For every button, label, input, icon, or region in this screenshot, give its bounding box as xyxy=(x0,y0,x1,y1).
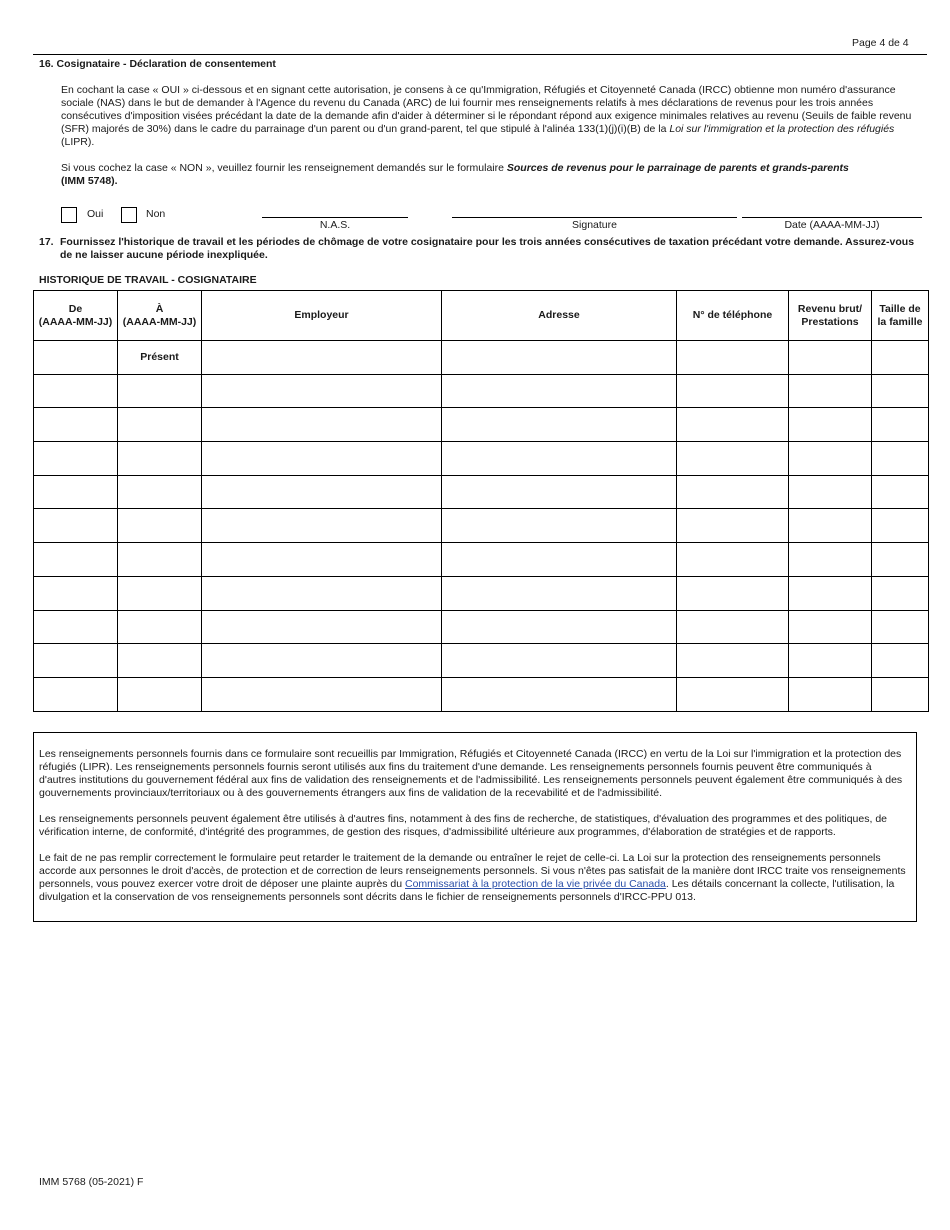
cell-phone[interactable] xyxy=(677,408,789,442)
cell-phone[interactable] xyxy=(677,509,789,543)
cell-from[interactable] xyxy=(34,509,118,543)
cell-income[interactable] xyxy=(789,576,872,610)
cell-income[interactable] xyxy=(789,644,872,678)
no-label: Non xyxy=(146,208,166,220)
cell-family-size[interactable] xyxy=(872,475,929,509)
cell-address[interactable] xyxy=(442,576,677,610)
section17-number: 17. xyxy=(39,236,54,248)
cell-address[interactable] xyxy=(442,475,677,509)
cell-employer[interactable] xyxy=(202,408,442,442)
table-row xyxy=(34,341,929,375)
income-sources-form-name: Sources de revenus pour le parrainage de parents et grands-parents xyxy=(506,162,849,174)
table-row xyxy=(34,610,929,644)
cell-to[interactable] xyxy=(118,509,202,543)
cell-employer[interactable] xyxy=(202,509,442,543)
cell-to[interactable] xyxy=(118,475,202,509)
work-history-title: HISTORIQUE DE TRAVAIL - COSIGNATAIRE xyxy=(39,274,257,286)
cell-to[interactable] xyxy=(118,576,202,610)
cell-phone[interactable] xyxy=(677,475,789,509)
cell-address[interactable] xyxy=(442,408,677,442)
cell-family-size[interactable] xyxy=(872,576,929,610)
cell-employer[interactable] xyxy=(202,610,442,644)
table-row xyxy=(34,644,929,678)
cell-to-present: Présent xyxy=(118,341,202,375)
cell-address[interactable] xyxy=(442,677,677,711)
date-caption: Date (AAAA-MM-JJ) xyxy=(784,219,880,231)
cell-phone[interactable] xyxy=(677,442,789,476)
consent-law-name: Loi sur l'immigration et la protection des réfugiés xyxy=(669,123,895,135)
cell-family-size[interactable] xyxy=(872,644,929,678)
cell-employer[interactable] xyxy=(202,341,442,375)
section16-title: 16. Cosignataire - Déclaration de consentement xyxy=(39,58,276,70)
cell-income[interactable] xyxy=(789,677,872,711)
table-row xyxy=(34,442,929,476)
cell-from[interactable] xyxy=(34,408,118,442)
table-row xyxy=(34,374,929,408)
privacy-paragraph-2: Les renseignements personnels peuvent également être utilisés à d'autres fins, notamment à des fins de recherche, de statistiques, d'évaluation des programmes et des politiques, de vérification interne, de conformité, d'intégrité des programmes, de gestion des risques, d'admissibilité ultérieure aux programmes, d'élaboration de stratégies et de rapports. xyxy=(39,813,887,838)
cell-address[interactable] xyxy=(442,644,677,678)
cell-to[interactable] xyxy=(118,374,202,408)
cell-employer[interactable] xyxy=(202,644,442,678)
cell-from[interactable] xyxy=(34,374,118,408)
cell-family-size[interactable] xyxy=(872,677,929,711)
top-rule xyxy=(33,54,927,55)
table-row xyxy=(34,408,929,442)
privacy-notice xyxy=(33,732,917,922)
cell-address[interactable] xyxy=(442,442,677,476)
cell-employer[interactable] xyxy=(202,576,442,610)
col-from: De (AAAA-MM-JJ) xyxy=(34,291,118,341)
cell-income[interactable] xyxy=(789,475,872,509)
cell-employer[interactable] xyxy=(202,475,442,509)
table-row xyxy=(34,543,929,577)
cell-employer[interactable] xyxy=(202,677,442,711)
cell-from[interactable] xyxy=(34,677,118,711)
cell-address[interactable] xyxy=(442,341,677,375)
cell-family-size[interactable] xyxy=(872,408,929,442)
cell-family-size[interactable] xyxy=(872,610,929,644)
page-number: Page 4 de 4 xyxy=(852,37,909,49)
col-address: Adresse xyxy=(442,291,677,341)
consent-text-a: En cochant la case « OUI » ci-dessous et en signant cette autorisation, je consens à ce qu'Immigration, Réfugiés et Citoyenneté Canada (IRCC) obtienne mon numéro d'assurance sociale (NAS) dans le but de demander à l'Agence du revenu du Canada (ARC) de lui fournir mes renseignements relatifs à mes déclarations de revenus pour les trois années consécutives d'imposition visées précédant la date de la demande afin d'aider à déterminer si le répondant répond aux exigence minimales relatives au revenu (Seuils de faible revenu (SFR) majorés de 30%) dans le cadre du parrainage d'un parent ou d'un grand-parent, tel que stipulé à l'alinéa 133(1)(j)(i)(B) de la xyxy=(61,84,912,135)
privacy-text-b: . Les détails concernant la collecte, l'utilisation, la divulgation et la conservation de vos renseignements personnels sont décrits dans le fichier de renseignements personnels d'IRCC-PPU 013. xyxy=(39,878,895,903)
col-family-size: Taille de la famille xyxy=(872,291,929,341)
cell-employer[interactable] xyxy=(202,543,442,577)
cell-phone[interactable] xyxy=(677,543,789,577)
form-id: IMM 5768 (05-2021) F xyxy=(39,1176,144,1188)
cell-from[interactable] xyxy=(34,576,118,610)
work-history-table xyxy=(33,290,929,712)
cell-to[interactable] xyxy=(118,677,202,711)
col-to: À (AAAA-MM-JJ) xyxy=(118,291,202,341)
cell-to[interactable] xyxy=(118,442,202,476)
cell-to[interactable] xyxy=(118,644,202,678)
privacy-commissioner-link[interactable]: Commissariat à la protection de la vie privée du Canada xyxy=(404,878,666,890)
yes-checkbox[interactable] xyxy=(61,207,77,223)
consent-text-b: (LIPR). xyxy=(61,136,95,148)
cell-family-size[interactable] xyxy=(872,543,929,577)
cell-from[interactable] xyxy=(34,475,118,509)
cell-phone[interactable] xyxy=(677,677,789,711)
cell-address[interactable] xyxy=(442,509,677,543)
cell-address[interactable] xyxy=(442,610,677,644)
privacy-paragraph-3 xyxy=(39,852,910,904)
non-instruction-paragraph xyxy=(61,162,923,188)
cell-income[interactable] xyxy=(789,509,872,543)
cell-address[interactable] xyxy=(442,374,677,408)
consent-paragraph xyxy=(61,84,923,149)
col-income: Revenu brut/ Prestations xyxy=(789,291,872,341)
cell-family-size[interactable] xyxy=(872,442,929,476)
col-phone: N° de téléphone xyxy=(677,291,789,341)
cell-to[interactable] xyxy=(118,610,202,644)
section17-text: Fournissez l'historique de travail et les périodes de chômage de votre cosignataire pour les trois années consécutives de taxation précédant votre demande. Assurez-vous de ne laisser aucune période inexpliquée. xyxy=(60,236,915,261)
cell-from[interactable] xyxy=(34,644,118,678)
cell-from[interactable] xyxy=(34,610,118,644)
cell-income[interactable] xyxy=(789,442,872,476)
privacy-text-a: Le fait de ne pas remplir correctement le formulaire peut retarder le traitement de la demande ou entraîner le rejet de celle-ci. La Loi sur la protection des renseignements personnels accorde aux personnes le droit d'accès, de protection et de correction de leurs renseignements personnels. Si vous n'êtes pas satisfait de la manière dont IRCC traite vos renseignements personnels, vous pouvez exercer votre droit de déposer une plainte auprès du xyxy=(39,852,906,890)
table-header-row xyxy=(34,291,929,341)
yes-label: Oui xyxy=(87,208,104,220)
date-field[interactable] xyxy=(742,217,922,218)
cell-family-size[interactable] xyxy=(872,509,929,543)
cell-address[interactable] xyxy=(442,543,677,577)
cell-income[interactable] xyxy=(789,374,872,408)
table-row xyxy=(34,677,929,711)
cell-phone[interactable] xyxy=(677,610,789,644)
table-row xyxy=(34,475,929,509)
col-employer: Employeur xyxy=(202,291,442,341)
cell-income[interactable] xyxy=(789,341,872,375)
cell-from[interactable] xyxy=(34,442,118,476)
no-checkbox[interactable] xyxy=(121,207,137,223)
cell-income[interactable] xyxy=(789,543,872,577)
sin-field[interactable] xyxy=(262,217,408,218)
cell-to[interactable] xyxy=(118,408,202,442)
cell-from[interactable] xyxy=(34,341,118,375)
income-sources-form-code: (IMM 5748). xyxy=(61,175,118,187)
signature-field[interactable] xyxy=(452,217,737,218)
privacy-paragraph-1: Les renseignements personnels fournis dans ce formulaire sont recueillis par Immigration, Réfugiés et Citoyenneté Canada (IRCC) en vertu de la Loi sur l'immigration et la protection des réfugiés (LIPR). Les renseignements personnels fournis seront utilisés aux fins du traitement d'une demande. Les renseignements personnels fournis peuvent être communiqués à d'autres institutions du gouvernement fédéral aux fins de validation des renseignements et de l'admissibilité. Les renseignements personnels peuvent également être communiqués à des gouvernements provinciaux/territoriaux ou à des gouvernements étrangers aux fins de validation de la recevabilité et de l'admissibilité. xyxy=(39,748,903,799)
cell-phone[interactable] xyxy=(677,576,789,610)
non-instruction-text: Si vous cochez la case « NON », veuillez fournir les renseignement demandés sur le formulaire xyxy=(61,162,507,174)
table-row xyxy=(34,509,929,543)
table-row xyxy=(34,576,929,610)
cell-employer[interactable] xyxy=(202,442,442,476)
cell-phone[interactable] xyxy=(677,341,789,375)
cell-family-size[interactable] xyxy=(872,341,929,375)
cell-employer[interactable] xyxy=(202,374,442,408)
cell-family-size[interactable] xyxy=(872,374,929,408)
cell-income[interactable] xyxy=(789,408,872,442)
cell-phone[interactable] xyxy=(677,644,789,678)
sin-caption: N.A.S. xyxy=(319,219,351,231)
signature-caption: Signature xyxy=(572,219,617,231)
cell-to[interactable] xyxy=(118,543,202,577)
cell-phone[interactable] xyxy=(677,374,789,408)
cell-income[interactable] xyxy=(789,610,872,644)
cell-from[interactable] xyxy=(34,543,118,577)
